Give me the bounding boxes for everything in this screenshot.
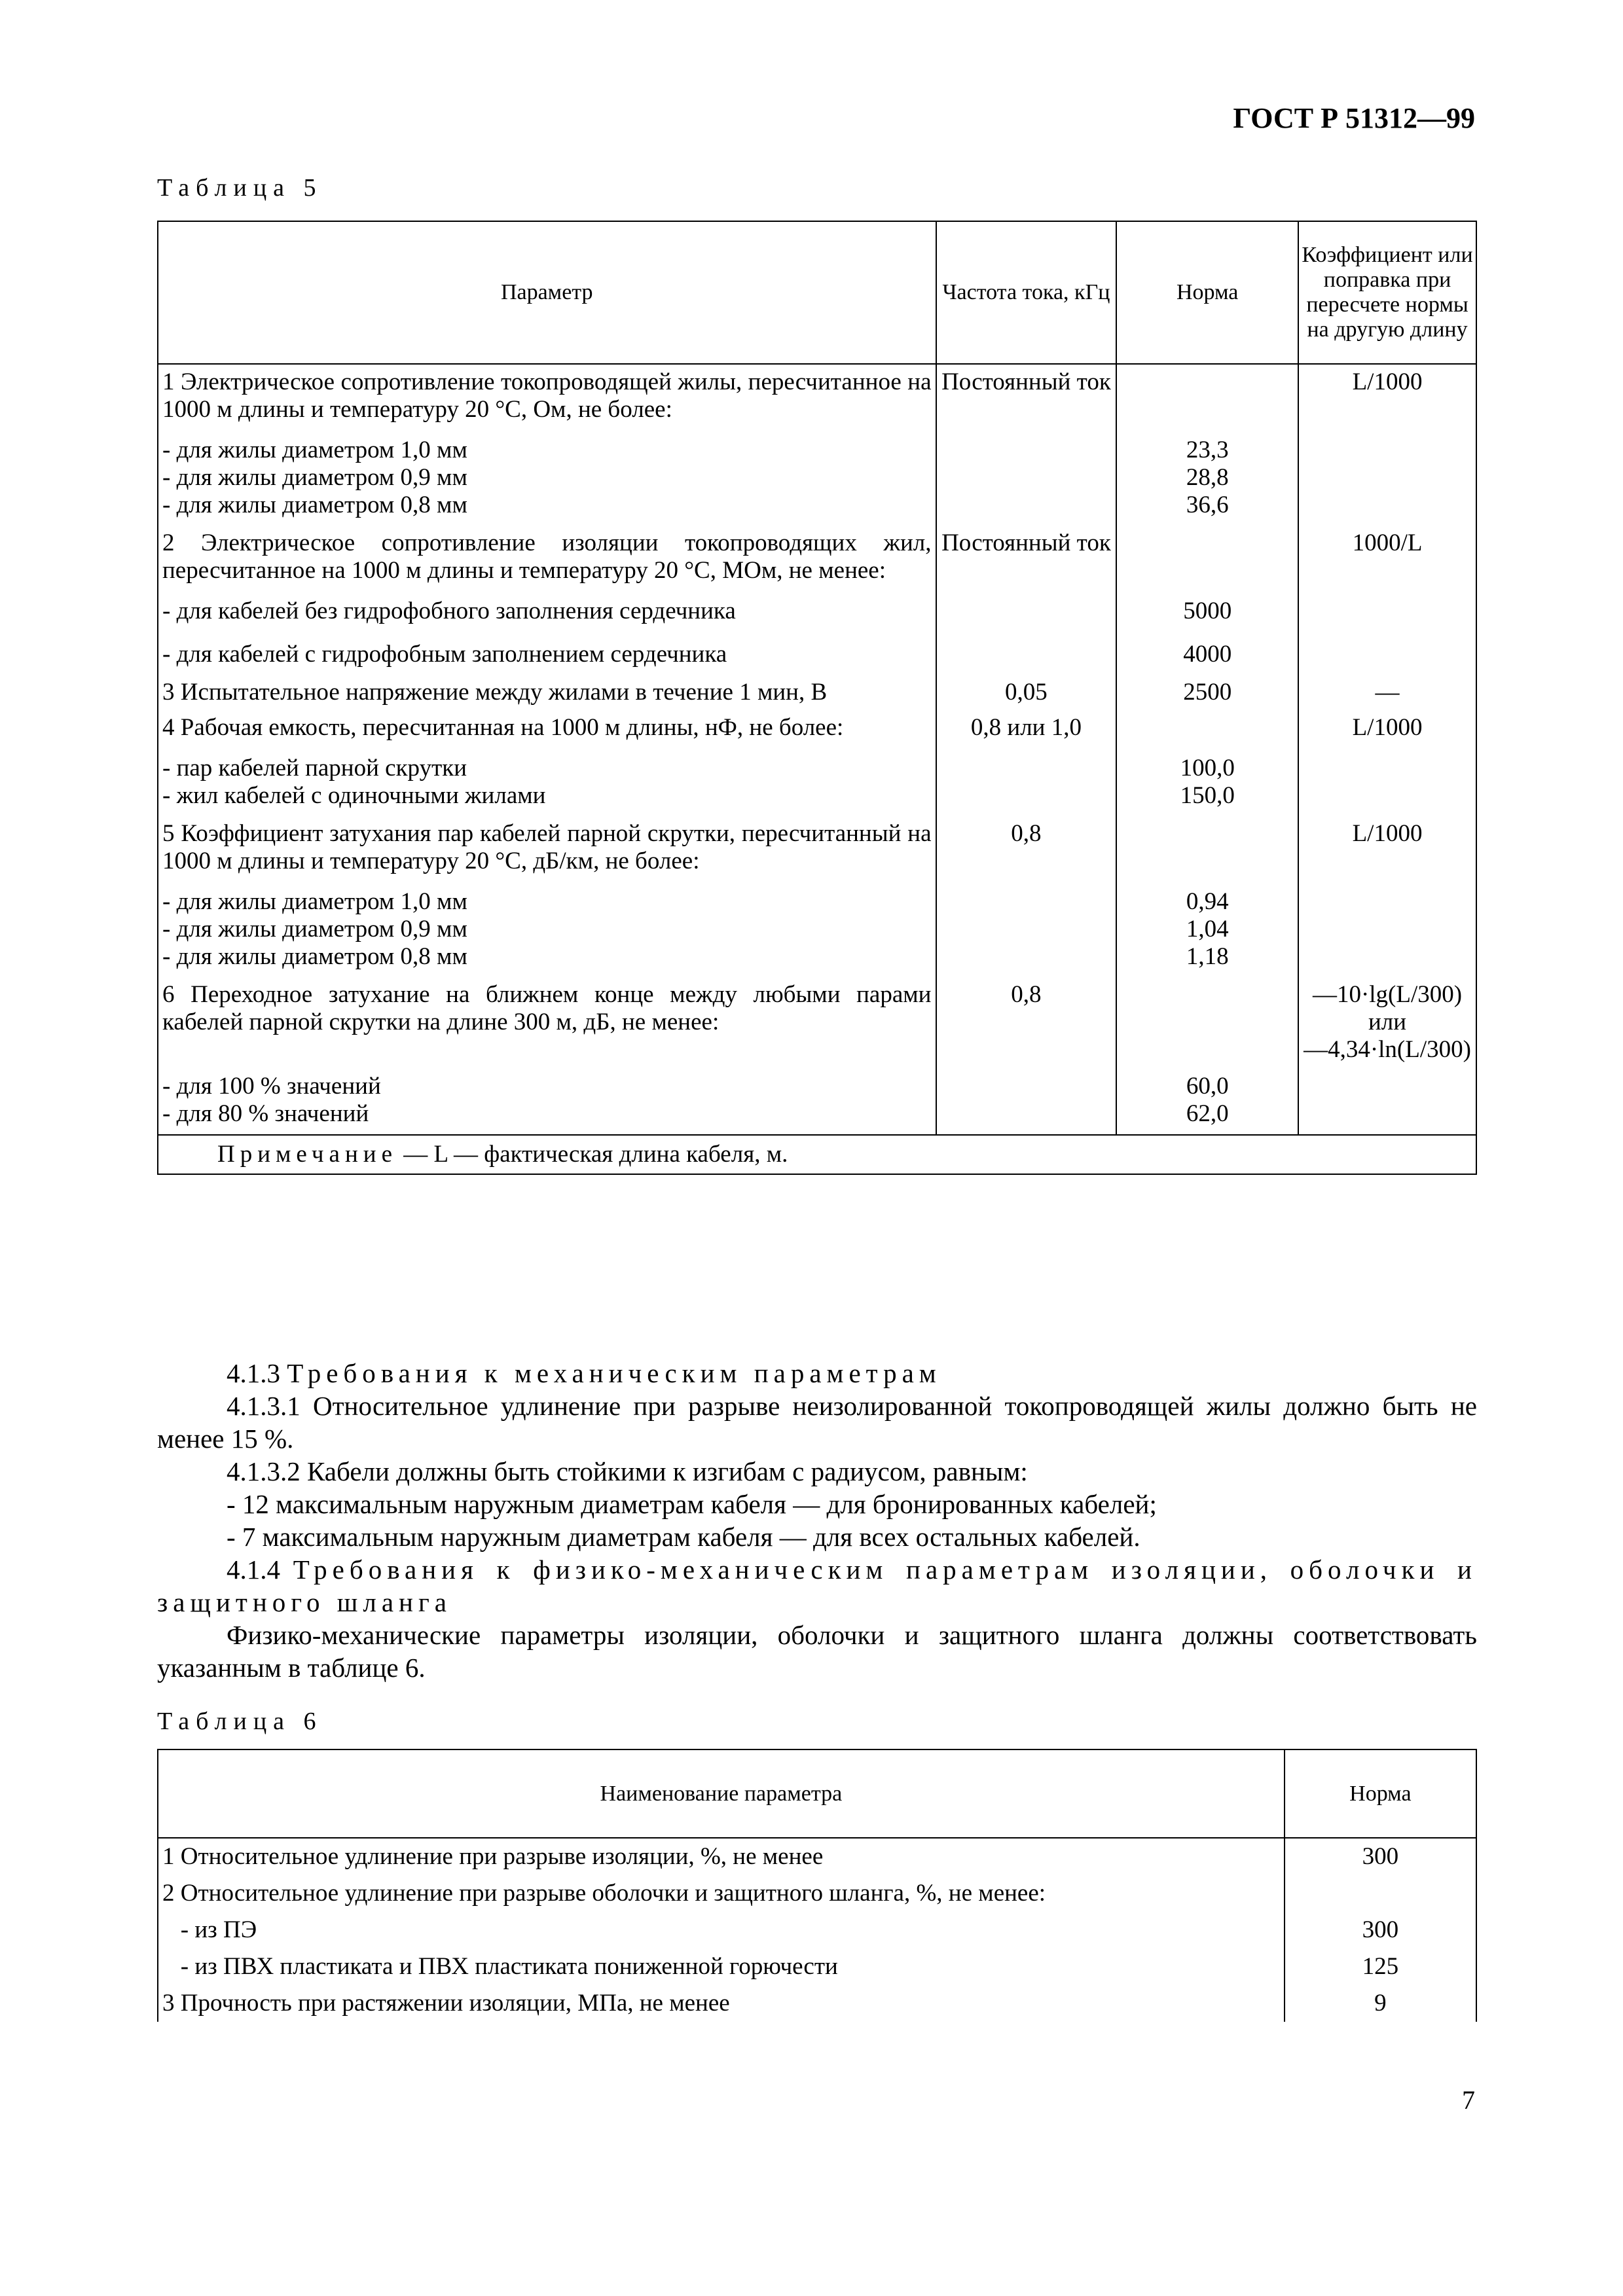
table6-cell-name: 2 Относительное удлинение при разрыве оболочки и защитного шланга, %, не менее: [158,1875,1285,1912]
table5-row [158,675,1476,710]
table5-cell-norm [1116,977,1298,1064]
page-number: 7 [1462,2085,1475,2115]
table6-cell-norm: 9 [1285,1985,1476,2022]
table6-cell-name: 3 Прочность при растяжении изоляции, МПа, не менее [158,1985,1285,2022]
table5-cell-param: - пар кабелей парной скрутки - жил кабелей с одиночными жилами [158,745,936,816]
table5-cell-norm: 100,0 150,0 [1116,745,1298,816]
list-item-bend-armored: - 12 максимальным наружным диаметрам кабеля — для бронированных кабелей; [227,1489,1157,1519]
table5-cell-param: - для 100 % значений - для 80 % значений [158,1064,936,1135]
table5-header-coef: Коэффициент или поправка при пересчете нормы на другую длину [1298,221,1476,364]
table6-header-name: Наименование параметра [158,1749,1285,1838]
table5 [157,221,1477,1175]
table5-cell-param: 2 Электрическое сопротивление изоляции токопроводящих жил, пересчитанное на 1000 м длины и температуру 20 °С, МОм, не менее: [158,526,936,588]
table6 [157,1749,1477,2022]
table5-cell-param: 5 Коэффициент затухания пар кабелей парной скрутки, пересчитанный на 1000 м длины и температуру 20 °С, дБ/км, не более: [158,816,936,879]
table5-cell-param: - для кабелей без гидрофобного заполнения сердечника [158,588,936,632]
table5-cell-coef: — [1298,675,1476,710]
table5-row [158,816,1476,879]
table5-cell-coef [1298,588,1476,632]
table6-row [158,1875,1476,1912]
table5-cell-freq [936,427,1117,526]
section-4-1-4-heading [157,1553,1477,1619]
table5-cell-param: 3 Испытательное напряжение между жилами в течение 1 мин, В [158,675,936,710]
table5-cell-norm [1116,364,1298,427]
table5-cell-freq: 0,05 [936,675,1117,710]
table6-row [158,1838,1476,1875]
table5-cell-norm: 2500 [1116,675,1298,710]
table5-cell-param: - для жилы диаметром 1,0 мм - для жилы диаметром 0,9 мм - для жилы диаметром 0,8 мм [158,427,936,526]
table5-cell-freq: 0,8 или 1,0 [936,710,1117,745]
table6-cell-name: - из ПЭ [158,1912,1285,1948]
table5-cell-param: - для жилы диаметром 1,0 мм - для жилы диаметром 0,9 мм - для жилы диаметром 0,8 мм [158,879,936,977]
table5-cell-norm: 5000 [1116,588,1298,632]
table5-cell-norm: 23,3 28,8 36,6 [1116,427,1298,526]
table5-cell-freq: 0,8 [936,816,1117,879]
table5-cell-norm: 0,94 1,04 1,18 [1116,879,1298,977]
table5-caption: Таблица 5 [157,174,323,202]
table5-header-param: Параметр [158,221,936,364]
table5-cell-norm: 60,0 62,0 [1116,1064,1298,1135]
table5-row [158,977,1476,1064]
section-4-1-3-heading [157,1357,1477,1390]
table5-cell-coef: L/1000 [1298,710,1476,745]
table5-row [158,427,1476,526]
table5-cell-param: 4 Рабочая емкость, пересчитанная на 1000 м длины, нФ, не более: [158,710,936,745]
table5-cell-coef [1298,427,1476,526]
table5-row [158,364,1476,427]
table5-cell-coef [1298,632,1476,675]
table5-cell-freq: Постоянный ток [936,526,1117,588]
paragraph-4-1-3-2: 4.1.3.2 Кабели должны быть стойкими к изгибам с радиусом, равным: [227,1456,1028,1486]
table6-caption: Таблица 6 [157,1708,323,1735]
table5-row [158,632,1476,675]
table5-note-label: Примечание [217,1141,397,1168]
table5-row [158,879,1476,977]
table5-cell-freq: Постоянный ток [936,364,1117,427]
table5-cell-coef [1298,745,1476,816]
section-4-1-3-title: Требования к механическим параметрам [287,1358,941,1388]
table6-row [158,1912,1476,1948]
table6-cell-norm: 300 [1285,1838,1476,1875]
table5-cell-param: - для кабелей с гидрофобным заполнением сердечника [158,632,936,675]
table5-cell-freq [936,632,1117,675]
table5-cell-coef: —10·lg(L/300) или —4,34·ln(L/300) [1298,977,1476,1064]
table5-note [158,1135,1476,1174]
document-header: ГОСТ Р 51312—99 [1233,102,1475,134]
table5-header-freq: Частота тока, кГц [936,221,1117,364]
table5-cell-freq [936,1064,1117,1135]
table6-cell-norm: 300 [1285,1912,1476,1948]
table6-row [158,1948,1476,1985]
table5-cell-param: 1 Электрическое сопротивление токопроводящей жилы, пересчитанное на 1000 м длины и температуру 20 °С, Ом, не более: [158,364,936,427]
section-4-1-4-title: Требования к физико-механическим параметрам изоляции, оболочки и защитного шланга [157,1554,1478,1617]
paragraph-4-1-3-1: 4.1.3.1 Относительное удлинение при разрыве неизолированной токопроводящей жилы должно быть не менее 15 %. [157,1391,1477,1454]
table6-row [158,1985,1476,2022]
table5-cell-coef: L/1000 [1298,364,1476,427]
table6-cell-name: 1 Относительное удлинение при разрыве изоляции, %, не менее [158,1838,1285,1875]
table5-cell-norm [1116,816,1298,879]
table5-cell-norm [1116,710,1298,745]
table5-header-norm: Норма [1116,221,1298,364]
section-4-1-3-number: 4.1.3 [227,1358,280,1388]
table5-cell-freq [936,879,1117,977]
paragraph-4-1-4: Физико-механические параметры изоляции, оболочки и защитного шланга должны соответствовать указанным в таблице 6. [157,1620,1477,1683]
table6-cell-norm [1285,1875,1476,1912]
table5-cell-coef [1298,879,1476,977]
table5-cell-freq [936,745,1117,816]
section-4-1-4-number: 4.1.4 [227,1554,280,1585]
list-item-bend-other: - 7 максимальным наружным диаметрам кабеля — для всех остальных кабелей. [227,1522,1140,1552]
table5-cell-coef: 1000/L [1298,526,1476,588]
table5-cell-param: 6 Переходное затухание на ближнем конце между любыми парами кабелей парной скрутки на длине 300 м, дБ, не менее: [158,977,936,1064]
table5-row [158,710,1476,745]
table5-cell-freq [936,588,1117,632]
table5-cell-coef [1298,1064,1476,1135]
table5-row [158,1064,1476,1135]
table6-header-norm: Норма [1285,1749,1476,1838]
table6-cell-norm: 125 [1285,1948,1476,1985]
table6-cell-name: - из ПВХ пластиката и ПВХ пластиката пониженной горючести [158,1948,1285,1985]
table5-cell-freq: 0,8 [936,977,1117,1064]
table5-cell-norm [1116,526,1298,588]
table5-row [158,745,1476,816]
table5-row [158,588,1476,632]
table5-note-text: — L — фактическая длина кабеля, м. [397,1141,788,1168]
table5-cell-norm: 4000 [1116,632,1298,675]
table5-row [158,526,1476,588]
table5-cell-coef: L/1000 [1298,816,1476,879]
